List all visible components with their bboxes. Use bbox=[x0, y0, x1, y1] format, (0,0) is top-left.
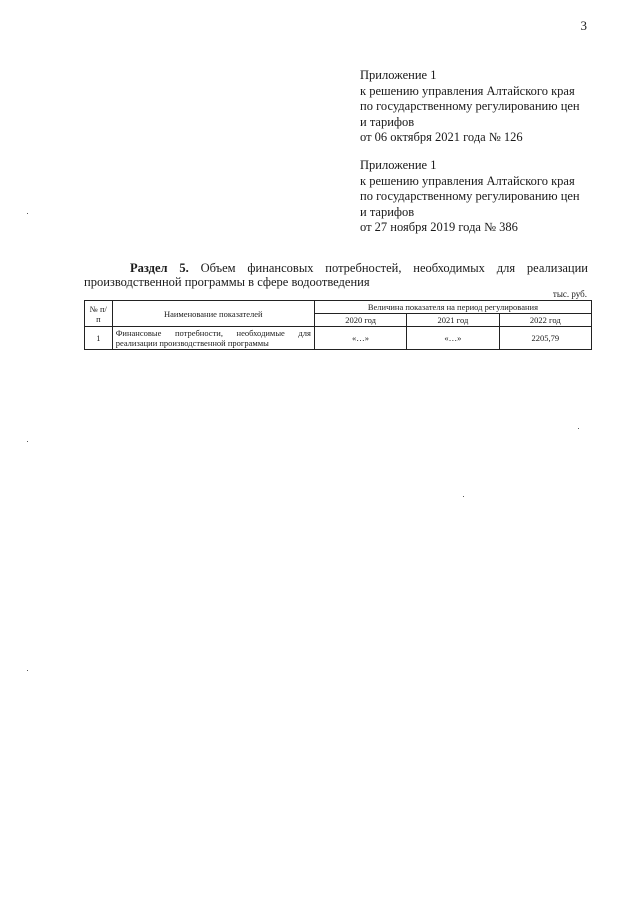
row-name: Финансовые потребности, необходимые для реализации производственной программы bbox=[112, 327, 314, 350]
section-heading bbox=[84, 261, 588, 289]
appendix-line: Приложение 1 bbox=[360, 158, 437, 172]
table-row bbox=[85, 327, 592, 350]
scan-speck bbox=[463, 496, 464, 497]
appendix-line: от 27 ноября 2019 года № 386 bbox=[360, 220, 518, 234]
header-num: № п/п bbox=[85, 301, 113, 327]
row-value: «…» bbox=[407, 327, 499, 350]
header-year: 2021 год bbox=[407, 314, 499, 327]
section-label: Раздел 5. bbox=[130, 261, 189, 275]
header-period: Величина показателя на период регулирования bbox=[314, 301, 591, 314]
appendix-line: и тарифов bbox=[360, 204, 415, 219]
appendix-line: от 06 октября 2021 года № 126 bbox=[360, 130, 523, 144]
appendix-line: к решению управления Алтайского края bbox=[360, 173, 575, 188]
units-label: тыс. руб. bbox=[552, 289, 587, 299]
page-number: 3 bbox=[580, 18, 587, 33]
appendix-line: и тарифов bbox=[360, 114, 415, 129]
financial-needs-table bbox=[84, 300, 592, 350]
header-year: 2020 год bbox=[314, 314, 406, 327]
appendix-line: к решению управления Алтайского края bbox=[360, 83, 575, 98]
section-title: Объем финансовых потребностей, необходимых для реализации производственной программы в сфере водоотведения bbox=[84, 261, 588, 289]
scan-speck bbox=[27, 670, 28, 671]
appendix-line: по государственному регулированию цен bbox=[360, 99, 580, 113]
table-header-row bbox=[85, 301, 592, 314]
scan-speck bbox=[27, 441, 28, 442]
row-value: 2205,79 bbox=[499, 327, 591, 350]
scan-speck bbox=[578, 428, 579, 429]
appendix-line: по государственному регулированию цен bbox=[360, 189, 580, 203]
appendix-block-original bbox=[360, 158, 580, 236]
appendix-block-current bbox=[360, 68, 580, 146]
header-year: 2022 год bbox=[499, 314, 591, 327]
row-value: «…» bbox=[314, 327, 406, 350]
appendix-line: Приложение 1 bbox=[360, 68, 437, 82]
row-num: 1 bbox=[85, 327, 113, 350]
scan-speck bbox=[27, 213, 28, 214]
header-name: Наименование показателей bbox=[112, 301, 314, 327]
